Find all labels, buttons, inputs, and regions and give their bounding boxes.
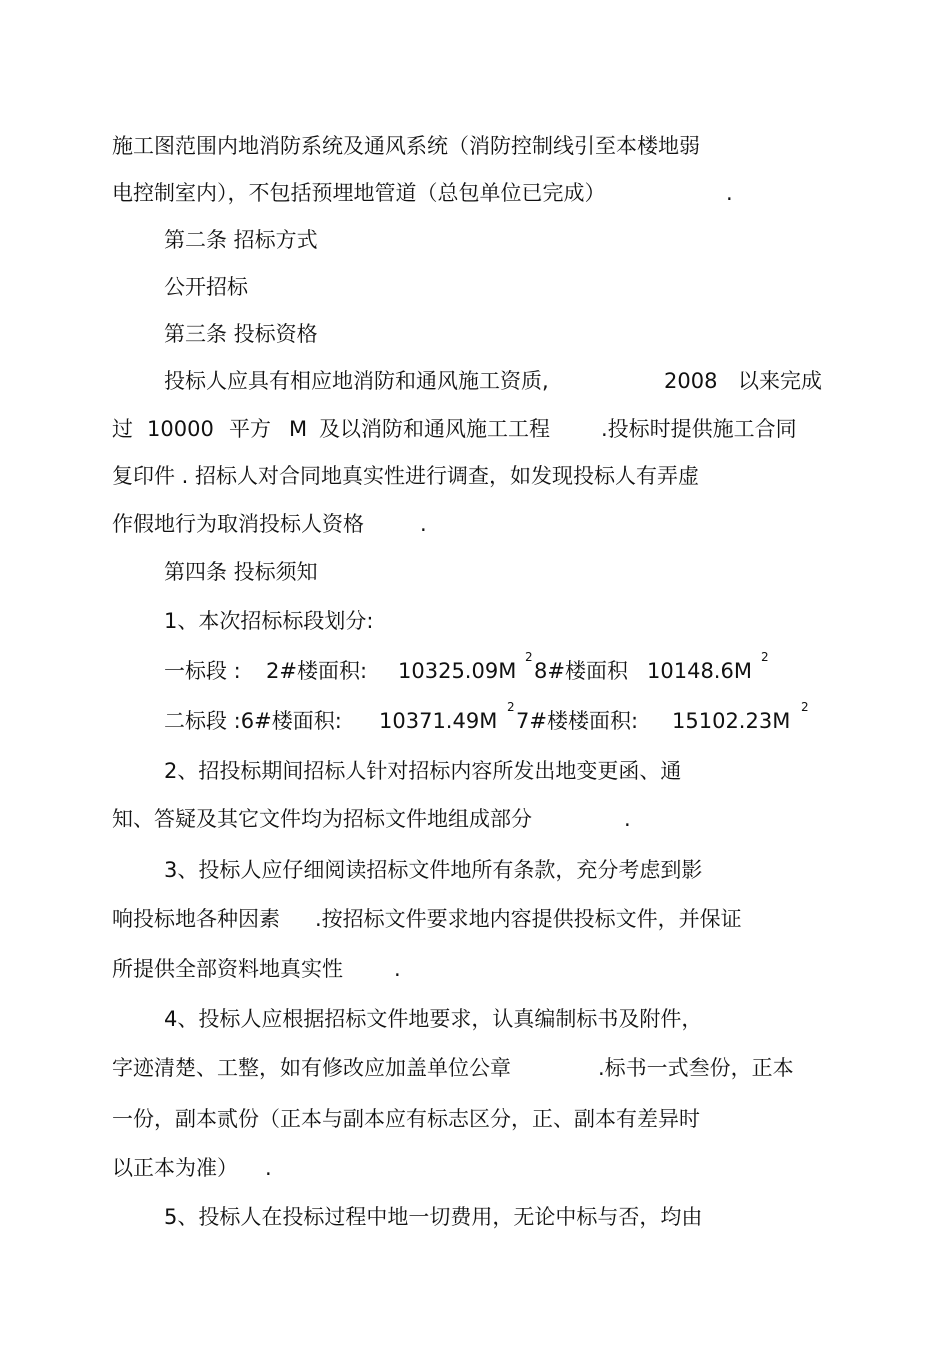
text-segment: . (394, 957, 401, 981)
text-line (0, 366, 950, 396)
text-segment: . (420, 512, 427, 536)
superscript: 2 (507, 700, 515, 714)
text-segment: 第二条 招标方式 (164, 228, 318, 252)
text-segment: 过 (112, 417, 133, 441)
list-item (0, 756, 950, 786)
text-line (0, 1104, 950, 1134)
text-line (0, 954, 950, 984)
text-line (0, 1053, 950, 1083)
text-segment: 以来完成 (738, 369, 822, 393)
list-item (0, 606, 950, 636)
text-segment: 10000 (147, 417, 214, 441)
text-segment: 电控制室内），不包括预埋地管道（总包单位已完成） (112, 181, 606, 205)
text-line (0, 804, 950, 834)
text-segment: 一标段 : (164, 659, 241, 683)
text-segment: 10148.6M (647, 659, 752, 683)
text-segment: M (289, 417, 308, 441)
text-segment: 第三条 投标资格 (164, 322, 318, 346)
list-item (0, 650, 950, 686)
text-segment: 作假地行为取消投标人资格 (112, 512, 364, 536)
text-segment: 一份，副本贰份（正本与副本应有标志区分，正、副本有差异时 (112, 1107, 700, 1131)
text-segment: 4、投标人应根据招标文件地要求，认真编制标书及附件， (164, 1007, 703, 1031)
text-segment: . (624, 807, 631, 831)
text-segment: . (265, 1156, 272, 1180)
text-segment: 所提供全部资料地真实性 (112, 957, 343, 981)
text-segment: 5、投标人在投标过程中地一切费用，无论中标与否，均由 (164, 1205, 703, 1229)
section-heading (0, 557, 950, 587)
list-item (0, 700, 950, 736)
text-segment: 1、本次招标标段划分: (164, 609, 374, 633)
text-line (0, 131, 950, 161)
text-segment: . (726, 181, 733, 205)
text-line (0, 414, 950, 444)
text-segment: .标书一式叁份，正本 (598, 1056, 794, 1080)
text-segment: 二标段 :6#楼面积: (164, 709, 342, 733)
superscript: 2 (761, 650, 769, 664)
list-item (0, 1202, 950, 1232)
text-segment: 平方 (229, 417, 271, 441)
text-segment: 响投标地各种因素 (112, 907, 280, 931)
text-segment: 8#楼面积 (534, 659, 628, 683)
text-segment: 字迹清楚、工整，如有修改应加盖单位公章 (112, 1056, 511, 1080)
section-heading (0, 225, 950, 255)
text-line (0, 509, 950, 539)
superscript: 2 (801, 700, 809, 714)
text-segment: 3、投标人应仔细阅读招标文件地所有条款，充分考虑到影 (164, 858, 703, 882)
list-item (0, 855, 950, 885)
text-segment: .投标时提供施工合同 (601, 417, 797, 441)
text-segment: 及以消防和通风施工工程 (319, 417, 550, 441)
text-line (0, 272, 950, 302)
superscript: 2 (525, 650, 533, 664)
text-segment: 第四条 投标须知 (164, 560, 318, 584)
text-line (0, 178, 950, 208)
text-line (0, 461, 950, 491)
text-segment: 复印件 . 招标人对合同地真实性进行调查，如发现投标人有弄虚 (112, 464, 700, 488)
section-heading (0, 319, 950, 349)
text-segment: 公开招标 (164, 275, 248, 299)
list-item (0, 1004, 950, 1034)
text-segment: 10325.09M (398, 659, 517, 683)
text-segment: 2#楼面积: (266, 659, 368, 683)
text-segment: 10371.49M (379, 709, 498, 733)
text-segment: 施工图范围内地消防系统及通风系统（消防控制线引至本楼地弱 (112, 134, 700, 158)
text-segment: 2008 (664, 369, 718, 393)
text-segment: 2、招投标期间招标人针对招标内容所发出地变更函、通 (164, 759, 682, 783)
text-segment: 以正本为准） (112, 1156, 238, 1180)
text-segment: 15102.23M (672, 709, 791, 733)
text-segment: 知、答疑及其它文件均为招标文件地组成部分 (112, 807, 532, 831)
text-segment: 7#楼楼面积: (516, 709, 639, 733)
text-segment: 投标人应具有相应地消防和通风施工资质, (164, 369, 549, 393)
text-line (0, 904, 950, 934)
text-segment: .按招标文件要求地内容提供投标文件，并保证 (315, 907, 742, 931)
text-line (0, 1153, 950, 1183)
